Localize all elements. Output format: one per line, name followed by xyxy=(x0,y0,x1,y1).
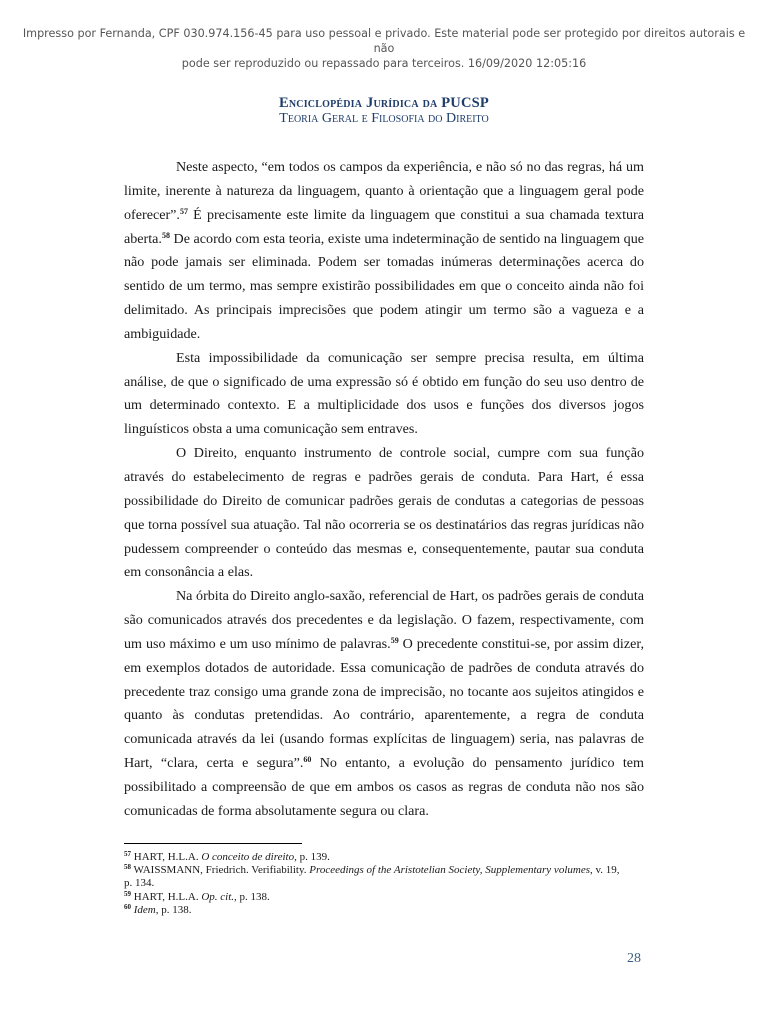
footnote-title: Op. cit. xyxy=(201,890,235,903)
watermark-line-2: pode ser reproduzido ou repassado para terceiros. 16/09/2020 12:05:16 xyxy=(181,57,587,70)
paragraph-4-text-a: Na órbita do Direito anglo-saxão, referencial de Hart, os padrões gerais de conduta são comunicados através dos precedentes e da legislação. O fazem, respectivamente, com um uso máximo e um uso mínimo de palavras. xyxy=(124,588,644,652)
footnote-separator xyxy=(124,843,302,844)
footnote-number: 58 xyxy=(124,863,131,872)
paragraph-3: O Direito, enquanto instrumento de controle social, cumpre com sua função através do estabelecimento de regras e padrões gerais de conduta. Para Hart, é essa possibilidade do Direito de comunicar padrões gerais de condutas a categorias de pessoas que torna possível sua atuação. Tal não ocorreria se os destinatários das regras jurídicas não pudessem compreender o conteúdo das mesmas e, consequentemente, pautar sua conduta em consonância a elas. xyxy=(124,445,644,581)
page-number: 28 xyxy=(627,951,641,966)
paragraph-1-text-b: É precisamente este limite da linguagem que constitui a sua chamada textura aberta. xyxy=(124,206,644,247)
footnote-ref-59[interactable]: 59 xyxy=(390,635,399,645)
paragraph-4-text-b: O precedente constitui-se, por assim dizer, em exemplos dotados de autoridade. Essa comunicação de padrões de conduta através do precedente traz consigo uma grande zona de imprecisão, no tocante aos sujeitos atingidos e quanto às condutas pretendidas. Ao contrário, aparentemente, a regra de conduta comunicada através da lei (usando formas explícitas de linguagem) seria, nas palavras de Hart, “clara, certa e segura”. xyxy=(124,635,644,772)
footnote-57 xyxy=(124,851,624,864)
footnote-60 xyxy=(124,904,624,917)
body-text xyxy=(124,156,644,824)
header-title: Enciclopédia Jurídica da PUCSP xyxy=(279,95,489,111)
running-header xyxy=(0,95,768,127)
watermark-notice xyxy=(20,26,748,71)
paragraph-1-text-a: Neste aspecto, “em todos os campos da experiência, e não só no das regras, há um limite, inerente à natureza da linguagem, quanto à orientação que a linguagem geral pode oferecer”. xyxy=(124,159,644,223)
footnote-text: , p. 138. xyxy=(234,890,270,903)
footnote-59 xyxy=(124,891,624,904)
watermark-line-1: Impresso por Fernanda, CPF 030.974.156-45 para uso pessoal e privado. Este material pode ser protegido por direitos autorais e não xyxy=(22,27,746,55)
footnote-text: , p. 139. xyxy=(294,851,330,863)
footnote-text: HART, H.L.A. xyxy=(131,851,202,863)
footnote-number: 57 xyxy=(124,850,131,858)
footnote-title: O conceito de direito xyxy=(201,851,295,863)
footnote-number: 59 xyxy=(124,889,131,898)
paragraph-1 xyxy=(124,156,644,347)
paragraph-4 xyxy=(124,585,644,823)
footnote-ref-60[interactable]: 60 xyxy=(303,755,312,765)
paragraph-2: Esta impossibilidade da comunicação ser sempre precisa resulta, em última análise, de que o significado de uma expressão só é obtido em função do seu uso dentro de um determinado contexto. E a multiplicidade dos usos e funções dos diversos jogos linguísticos obsta a uma comunicação sem entraves. xyxy=(124,349,644,438)
footnotes xyxy=(124,851,624,917)
footnote-text: WAISSMANN, Friedrich. Verifiability. xyxy=(131,864,310,877)
paragraph-1-text-c: De acordo com esta teoria, existe uma indeterminação de sentido na linguagem que não pode jamais ser eliminada. Podem ser tomadas inúmeras determinações acerca do sentido de um termo, mas sempre existirão possibilidades em que o conceito ainda não foi delimitado. As principais imprecisões que podem atingir um termo são a vagueza e a ambiguidade. xyxy=(124,230,644,342)
paragraph-4-text-c: No entanto, a evolução do pensamento jurídico tem possibilitado a compreensão de que em ambos os casos as regras de conduta não nos são comunicadas de forma absolutamente segura ou clara. xyxy=(124,755,644,819)
footnote-ref-57[interactable]: 57 xyxy=(179,206,188,216)
footnote-number: 60 xyxy=(124,902,131,911)
footnote-ref-58[interactable]: 58 xyxy=(161,230,170,240)
footnote-title: Idem xyxy=(133,903,156,916)
footnote-title: Proceedings of the Aristotelian Society, Supplementary volumes xyxy=(309,864,590,877)
header-subtitle: Teoria Geral e Filosofia do Direito xyxy=(279,111,489,126)
footnote-text: , v. 19, p. 134. xyxy=(124,864,620,890)
footnote-text: HART, H.L.A. xyxy=(131,890,202,903)
footnote-58 xyxy=(124,864,624,890)
footnote-text: , p. 138. xyxy=(155,903,192,916)
